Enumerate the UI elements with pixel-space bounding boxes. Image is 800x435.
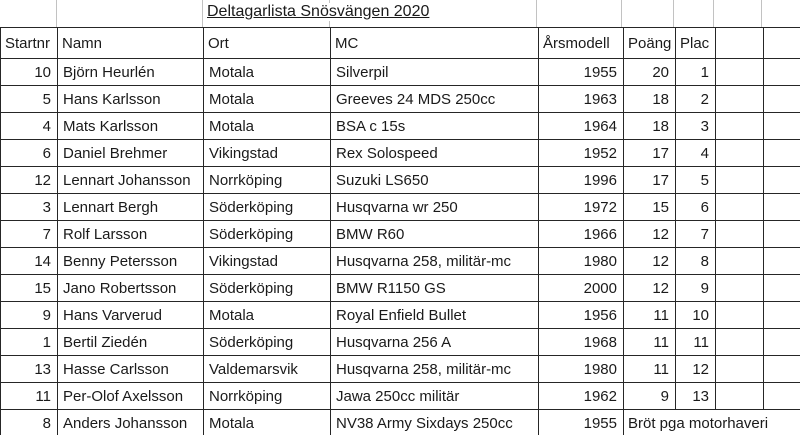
cell-namn: Lennart Johansson [58,167,204,194]
table-body [1,59,800,435]
cell-poang: 20 [624,59,676,86]
table-row [1,248,800,275]
cell-namn: Lennart Bergh [58,194,204,221]
cell-plac: 10 [676,302,716,329]
cell-plac: 12 [676,356,716,383]
cell-plac: 11 [676,329,716,356]
cell-plac: 7 [676,221,716,248]
cell-empty [716,248,764,275]
cell-ort: Norrköping [204,167,331,194]
cell-ort: Motala [204,113,331,140]
cell-empty [764,194,800,221]
cell-empty [764,248,800,275]
cell-startnr: 1 [1,329,58,356]
cell-arsmodell: 1962 [539,383,624,410]
cell-poang: 12 [624,275,676,302]
cell-ort: Söderköping [204,221,331,248]
table-row [1,221,800,248]
table-row [1,167,800,194]
cell-startnr: 7 [1,221,58,248]
cell-poang: 12 [624,221,676,248]
cell-ort: Valdemarsvik [204,356,331,383]
cell-empty [764,86,800,113]
cell-arsmodell: 1964 [539,113,624,140]
cell-arsmodell: 1952 [539,140,624,167]
cell-poang: 15 [624,194,676,221]
cell-arsmodell: 1966 [539,221,624,248]
cell-empty [764,383,800,410]
cell-empty [716,140,764,167]
cell-empty [716,356,764,383]
cell-mc: Greeves 24 MDS 250cc [331,86,539,113]
cell-namn: Per-Olof Axelsson [58,383,204,410]
cell-note: Bröt pga motorhaveri [624,410,800,435]
table-row [1,194,800,221]
gridline-cell [0,0,57,27]
header-mc: MC [331,28,539,59]
cell-startnr: 6 [1,140,58,167]
cell-mc: BSA c 15s [331,113,539,140]
cell-arsmodell: 1980 [539,356,624,383]
table-row [1,410,800,435]
cell-plac: 1 [676,59,716,86]
table-row [1,302,800,329]
cell-empty [716,194,764,221]
cell-arsmodell: 1980 [539,248,624,275]
cell-poang: 9 [624,383,676,410]
table-row [1,275,800,302]
cell-startnr: 4 [1,113,58,140]
cell-empty [764,140,800,167]
cell-poang: 17 [624,140,676,167]
cell-empty [764,329,800,356]
gridline-cell [674,0,714,27]
cell-ort: Söderköping [204,275,331,302]
cell-mc: Royal Enfield Bullet [331,302,539,329]
cell-arsmodell: 1972 [539,194,624,221]
header-row [1,28,800,59]
cell-empty [716,167,764,194]
cell-startnr: 9 [1,302,58,329]
cell-startnr: 12 [1,167,58,194]
page-title: Deltagarlista Snösvängen 2020 [207,3,430,20]
cell-empty [764,356,800,383]
cell-mc: Suzuki LS650 [331,167,539,194]
title-row [0,0,800,27]
table-row [1,86,800,113]
cell-ort: Motala [204,302,331,329]
cell-plac: 3 [676,113,716,140]
cell-namn: Rolf Larsson [58,221,204,248]
cell-namn: Hans Varverud [58,302,204,329]
gridline-cell [57,0,203,27]
cell-namn: Mats Karlsson [58,113,204,140]
cell-arsmodell: 1955 [539,410,624,435]
cell-poang: 18 [624,113,676,140]
cell-empty [716,221,764,248]
cell-plac: 2 [676,86,716,113]
cell-empty [716,329,764,356]
cell-plac: 5 [676,167,716,194]
cell-namn: Benny Petersson [58,248,204,275]
cell-poang: 11 [624,356,676,383]
cell-arsmodell: 1968 [539,329,624,356]
cell-ort: Söderköping [204,194,331,221]
gridline-cell [762,0,800,27]
cell-empty [764,275,800,302]
cell-mc: Husqvarna 258, militär-mc [331,248,539,275]
cell-arsmodell: 1955 [539,59,624,86]
cell-arsmodell: 1956 [539,302,624,329]
cell-startnr: 10 [1,59,58,86]
cell-mc: NV38 Army Sixdays 250cc [331,410,539,435]
cell-ort: Motala [204,410,331,435]
cell-plac: 8 [676,248,716,275]
gridline-cell [714,0,762,27]
cell-empty [764,302,800,329]
cell-empty [716,302,764,329]
cell-plac: 9 [676,275,716,302]
cell-poang: 11 [624,302,676,329]
cell-ort: Söderköping [204,329,331,356]
cell-plac: 13 [676,383,716,410]
cell-mc: BMW R1150 GS [331,275,539,302]
header-namn: Namn [58,28,204,59]
cell-empty [716,59,764,86]
cell-mc: Husqvarna 256 A [331,329,539,356]
cell-ort: Vikingstad [204,248,331,275]
cell-ort: Norrköping [204,383,331,410]
gridline-cell [622,0,674,27]
cell-poang: 11 [624,329,676,356]
header-arsmodell: Årsmodell [539,28,624,59]
cell-empty [764,167,800,194]
table-row [1,113,800,140]
cell-poang: 17 [624,167,676,194]
header-empty [764,28,800,59]
cell-startnr: 8 [1,410,58,435]
cell-namn: Björn Heurlén [58,59,204,86]
cell-empty [716,275,764,302]
cell-empty [764,59,800,86]
cell-empty [764,221,800,248]
cell-arsmodell: 1996 [539,167,624,194]
cell-mc: Rex Solospeed [331,140,539,167]
cell-namn: Anders Johansson [58,410,204,435]
cell-startnr: 14 [1,248,58,275]
table-header [1,28,800,59]
cell-startnr: 11 [1,383,58,410]
cell-mc: Husqvarna wr 250 [331,194,539,221]
cell-poang: 12 [624,248,676,275]
cell-mc: Silverpil [331,59,539,86]
cell-namn: Daniel Brehmer [58,140,204,167]
cell-empty [764,113,800,140]
cell-mc: Husqvarna 258, militär-mc [331,356,539,383]
cell-mc: Jawa 250cc militär [331,383,539,410]
cell-empty [716,113,764,140]
header-plac: Plac [676,28,716,59]
cell-arsmodell: 2000 [539,275,624,302]
cell-plac: 4 [676,140,716,167]
table-row [1,383,800,410]
cell-namn: Bertil Ziedén [58,329,204,356]
table-row [1,59,800,86]
table-row [1,356,800,383]
header-startnr: Startnr [1,28,58,59]
results-table [0,27,800,435]
cell-mc: BMW R60 [331,221,539,248]
cell-ort: Vikingstad [204,140,331,167]
table-row [1,140,800,167]
cell-ort: Motala [204,59,331,86]
gridline-cell [537,0,622,27]
cell-namn: Hans Karlsson [58,86,204,113]
cell-namn: Hasse Carlsson [58,356,204,383]
cell-startnr: 3 [1,194,58,221]
cell-plac: 6 [676,194,716,221]
cell-poang: 18 [624,86,676,113]
cell-startnr: 5 [1,86,58,113]
cell-empty [716,86,764,113]
cell-namn: Jano Robertsson [58,275,204,302]
cell-startnr: 15 [1,275,58,302]
cell-arsmodell: 1963 [539,86,624,113]
cell-empty [716,383,764,410]
table-row [1,329,800,356]
header-empty [716,28,764,59]
cell-ort: Motala [204,86,331,113]
cell-startnr: 13 [1,356,58,383]
header-ort: Ort [204,28,331,59]
header-poang: Poäng [624,28,676,59]
